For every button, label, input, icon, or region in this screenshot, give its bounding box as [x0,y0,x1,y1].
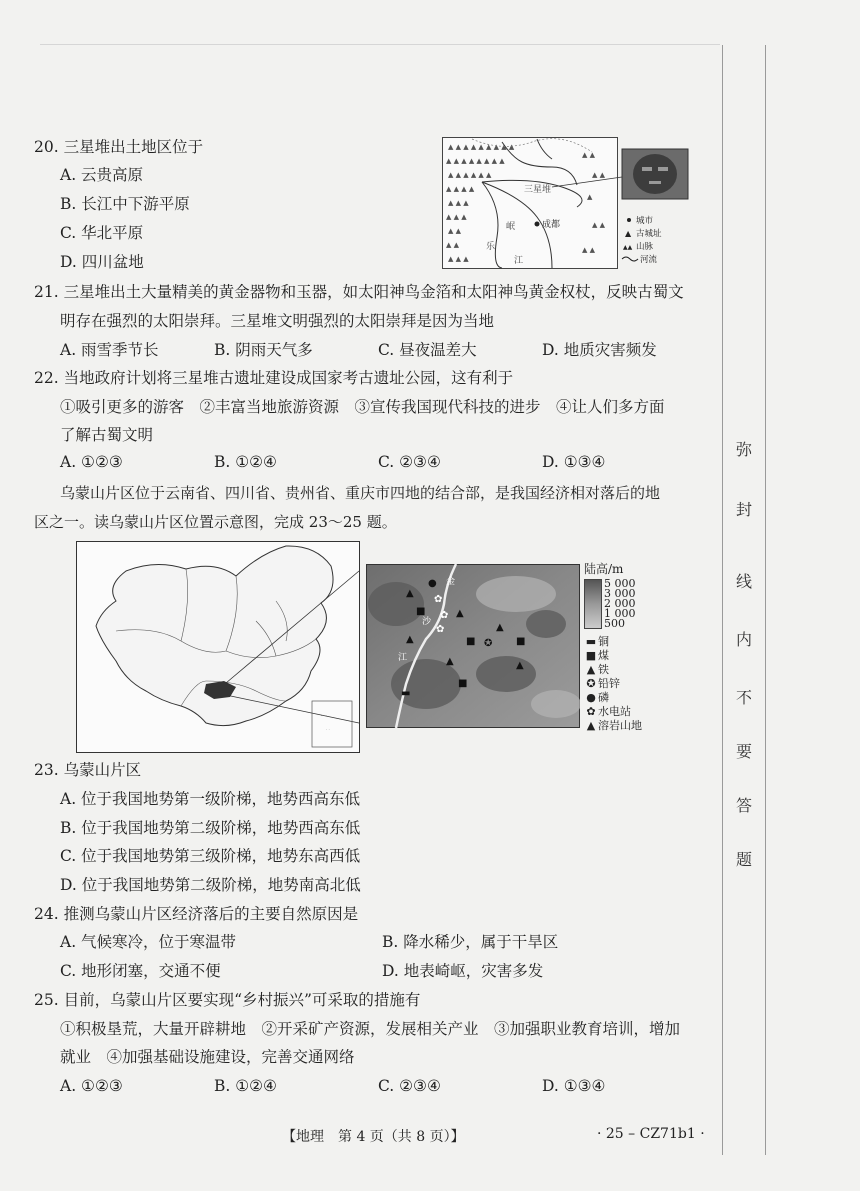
seal-char: 题 [735,850,752,869]
q21-option-c: C. 昼夜温差大 [378,341,477,359]
china-location-map [76,541,360,753]
question-21-stem-line2: 明存在强烈的太阳崇拜。三星堆文明强烈的太阳崇拜是因为当地 [60,312,495,330]
svg-text:▲ ▲: ▲ ▲ [592,171,605,179]
river-label-jiang: 江 [398,653,408,663]
phosphorus-icon: ● [586,691,596,704]
q25-option-b: B. ①②④ [214,1077,277,1095]
q25-option-d: D. ①③④ [542,1077,606,1095]
q20-option-c: C. 华北平原 [60,224,144,242]
map1-legend [622,215,662,265]
seal-char: 答 [735,796,752,815]
q25-items-line1: ①积极垦荒，大量开辟耕地 ②开采矿产资源，发展相关产业 ③加强职业教育培训，增加 [60,1020,681,1038]
le-label: 乐 [486,242,496,252]
lead-zinc-icon: ✪ [586,677,596,690]
hydropower-icon: ✿ [586,705,596,718]
svg-text:▲ ▲ ▲ ▲: ▲ ▲ ▲ ▲ [446,185,475,193]
svg-text:■: ■ [516,636,526,647]
svg-text:▲: ▲ [456,608,464,619]
legend-copper: ▬ 铜 [585,635,609,648]
wumeng-map-legend [584,563,674,733]
copper-icon: ▬ [585,635,597,648]
elev-tick: 5 000 [604,577,636,590]
elev-tick: 500 [604,617,625,630]
question-25-stem: 25. 目前，乌蒙山片区要实现“乡村振兴”可采取的措施有 [34,991,421,1009]
top-divider [40,44,720,45]
q22-option-a: A. ①②③ [60,453,123,471]
question-24-stem: 24. 推测乌蒙山片区经济落后的主要自然原因是 [34,905,359,923]
question-23-stem: 23. 乌蒙山片区 [34,761,142,779]
svg-text:●: ● [428,578,437,589]
svg-text:■: ■ [466,636,476,647]
passage-line2: 区之一。读乌蒙山片区位置示意图，完成 23～25 题。 [34,513,397,531]
q22-items-line1: ①吸引更多的游客 ②丰富当地旅游资源 ③宣传我国现代科技的进步 ④让人们多方面 [60,398,665,416]
legend-lead-zinc: ✪ 铅锌 [584,677,620,690]
elev-tick: 3 000 [604,587,636,600]
q22-option-c: C. ②③④ [378,453,441,471]
q24-option-c: C. 地形闭塞，交通不便 [60,962,221,980]
elevation-title: 陆高/m [584,562,624,576]
seal-char: 线 [735,572,752,591]
svg-text:▲ ▲ ▲: ▲ ▲ ▲ [446,213,467,221]
svg-text:· · ·: · · · [321,713,328,718]
legend-river: 河流 [640,255,658,265]
karst-icon: ▲ [586,719,596,732]
svg-text:▲ ▲ ▲ ▲ ▲ ▲ ▲ ▲: ▲ ▲ ▲ ▲ ▲ ▲ ▲ ▲ [446,157,505,165]
svg-text:▲: ▲ [496,622,504,633]
svg-text:✿: ✿ [434,594,443,605]
q23-option-d: D. 位于我国地势第二级阶梯，地势南高北低 [60,876,361,894]
q21-option-b: B. 阴雨天气多 [214,341,313,359]
legend-mountain: 山脉 [636,242,654,252]
chengdu-label: 成都 [542,220,561,230]
legend-karst: ▲ 溶岩山地 [584,719,642,732]
svg-text:▲ ▲ ▲: ▲ ▲ ▲ [448,255,469,263]
river-label-jin: 金 [446,577,456,587]
svg-text:▲▲: ▲▲ [623,244,633,251]
seal-char: 要 [735,742,752,761]
svg-text:▲ ▲ ▲ ▲ ▲ ▲: ▲ ▲ ▲ ▲ ▲ ▲ [448,171,492,179]
elev-tick: 2 000 [604,597,636,610]
iron-icon: ▲ [586,663,596,676]
wumeng-terrain-map [366,564,580,728]
elev-tick: 1 000 [604,607,636,620]
q22-items-line2: 了解古蜀文明 [60,426,154,444]
svg-text:▲ ▲ ▲ ▲ ▲ ▲ ▲ ▲ ▲: ▲ ▲ ▲ ▲ ▲ ▲ ▲ ▲ ▲ [448,143,515,151]
svg-text:✿: ✿ [440,610,449,621]
legend-iron: ▲ 铁 [584,663,609,676]
svg-text:▲ ▲: ▲ ▲ [582,151,595,159]
legend-hydropower: ✿ 水电站 [584,705,631,718]
q23-option-a: A. 位于我国地势第一级阶梯，地势西高东低 [60,790,361,808]
question-21-stem-line1: 21. 三星堆出土大量精美的黄金器物和玉器，如太阳神鸟金箔和太阳神鸟黄金权杖，反映古蜀文 [34,283,684,301]
seal-char: 内 [735,630,752,649]
q22-option-d: D. ①③④ [542,453,606,471]
seal-char: 封 [735,500,752,519]
chengdu-marker [535,222,540,227]
legend-coal: ■ 煤 [585,649,609,662]
svg-text:· ·: · · [326,727,330,732]
question-22-stem: 22. 当地政府计划将三星堆古遗址建设成国家考古遗址公园，这有利于 [34,369,514,387]
q20-option-d: D. 四川盆地 [60,253,144,271]
svg-text:▬: ▬ [401,688,411,699]
svg-text:▲ ▲: ▲ ▲ [448,227,461,235]
q20-option-b: B. 长江中下游平原 [60,195,190,213]
q24-option-b: B. 降水稀少，属于干旱区 [382,933,559,951]
jiang-label: 江 [514,256,524,266]
q20-option-a: A. 云贵高原 [60,166,144,184]
sanxingdui-label: 三星堆 [524,185,552,195]
seal-strip [722,45,766,1155]
q23-option-b: B. 位于我国地势第二级阶梯，地势西高东低 [60,819,361,837]
q21-option-a: A. 雨雪季节长 [60,341,159,359]
svg-text:■: ■ [416,606,426,617]
passage-line1: 乌蒙山片区位于云南省、四川省、贵州省、重庆市四地的结合部，是我国经济相对落后的地 [60,484,661,502]
river-label-sha: 沙 [422,617,432,627]
q24-option-d: D. 地表崎岖，灾害多发 [382,962,544,980]
elevation-ramp [584,579,602,629]
svg-text:▲: ▲ [446,656,454,667]
svg-text:▲: ▲ [587,193,593,201]
legend-city: 城市 [636,216,654,226]
svg-text:▲: ▲ [625,229,632,238]
q23-option-c: C. 位于我国地势第三级阶梯，地势东高西低 [60,847,361,865]
svg-text:▲: ▲ [406,634,414,645]
svg-text:▲ ▲: ▲ ▲ [582,246,595,254]
coal-icon: ■ [585,649,597,662]
seal-char: 不 [735,688,752,707]
q24-option-a: A. 气候寒冷，位于寒温带 [60,933,237,951]
q25-items-line2: 就业 ④加强基础设施建设，完善交通网络 [60,1048,355,1066]
question-20-stem: 20. 三星堆出土地区位于 [34,138,204,156]
svg-text:▲ ▲: ▲ ▲ [592,221,605,229]
svg-text:✪: ✪ [484,638,493,649]
legend-phosphorus: ● 磷 [584,691,609,704]
svg-text:▲: ▲ [406,588,414,599]
svg-text:▲ ▲: ▲ ▲ [446,241,459,249]
svg-text:✿: ✿ [436,624,445,635]
q25-option-a: A. ①②③ [60,1077,123,1095]
q22-option-b: B. ①②④ [214,453,277,471]
exam-code: · 25 – CZ71b1 · [597,1126,705,1142]
legend-ancient-site: 古城址 [636,229,662,239]
min-label: 岷 [506,222,516,232]
q25-option-c: C. ②③④ [378,1077,441,1095]
sanxingdui-map [442,137,692,269]
q21-option-d: D. 地质灾害频发 [542,341,657,359]
page-footer: 【地理 第 4 页（共 8 页）】 [282,1129,465,1145]
svg-text:▲ ▲ ▲: ▲ ▲ ▲ [448,199,469,207]
seal-char: 弥 [735,440,752,459]
svg-text:■: ■ [458,678,468,689]
svg-text:▲: ▲ [516,660,524,671]
